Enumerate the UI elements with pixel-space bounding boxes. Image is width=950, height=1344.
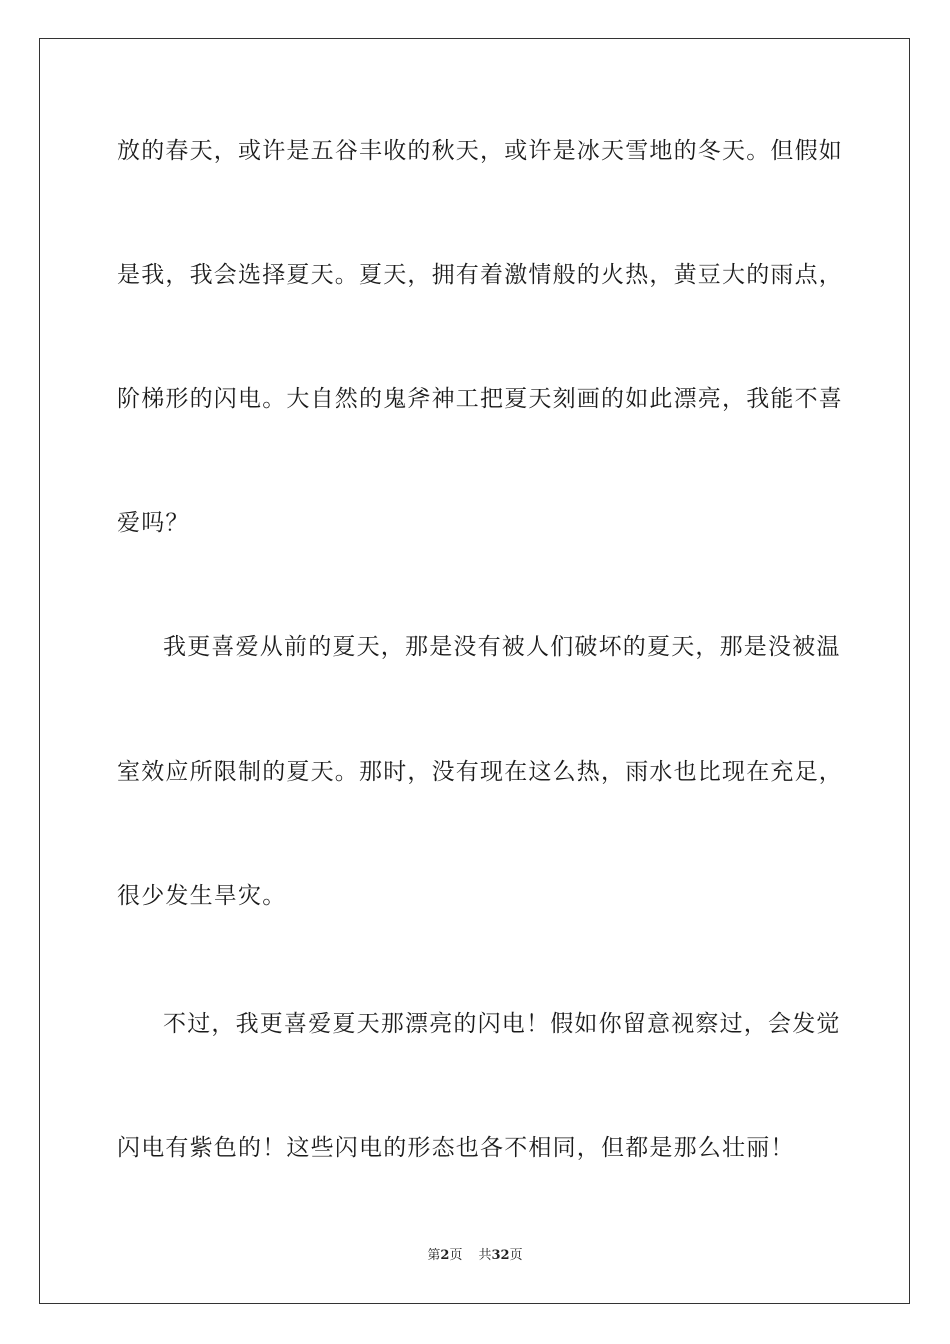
text-line-3: 阶梯形的闪电。大自然的鬼斧神工把夏天刻画的如此漂亮，我能不喜	[117, 386, 843, 412]
text-line-7: 很少发生旱灾。	[117, 883, 287, 909]
text-line-6: 室效应所限制的夏天。那时，没有现在这么热，雨水也比现在充足，	[117, 759, 843, 785]
page-suffix: 页	[449, 1248, 463, 1263]
total-suffix: 页	[509, 1248, 523, 1263]
page-prefix: 第	[427, 1248, 441, 1263]
text-line-2: 是我，我会选择夏天。夏天，拥有着激情般的火热，黄豆大的雨点，	[117, 262, 843, 288]
page-border	[39, 38, 910, 1304]
total-prefix: 共	[478, 1248, 492, 1263]
text-line-4: 爱吗？	[117, 510, 190, 536]
page-number: 2	[440, 1248, 450, 1263]
total-pages: 32	[491, 1248, 510, 1263]
paragraph-3-line-1: 不过，我更喜爱夏天那漂亮的闪电！假如你留意视察过，会发觉	[163, 1011, 841, 1037]
text-line-9: 闪电有紫色的！这些闪电的形态也各不相同，但都是那么壮丽！	[117, 1135, 795, 1161]
paragraph-2-line-1: 我更喜爱从前的夏天，那是没有被人们破坏的夏天，那是没被温	[163, 634, 841, 660]
text-line-1: 放的春天，或许是五谷丰收的秋天，或许是冰天雪地的冬天。但假如	[117, 138, 843, 164]
page-footer	[0, 1247, 950, 1265]
